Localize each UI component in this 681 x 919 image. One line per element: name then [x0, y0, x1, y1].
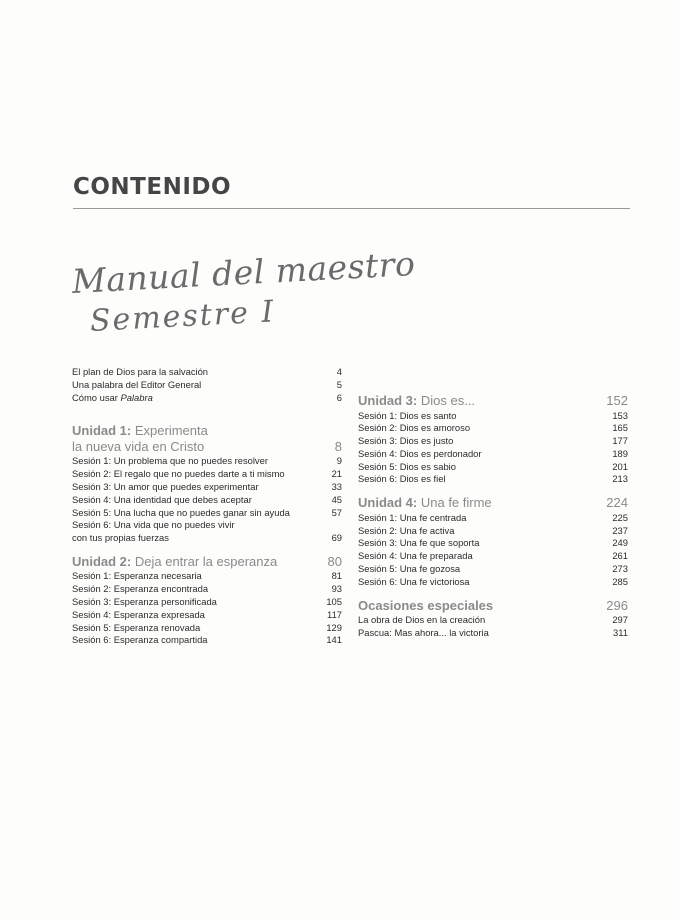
toc-entry-label: El plan de Dios para la salvación	[72, 366, 209, 377]
toc-entry-label: Sesión 4: Esperanza expresada	[72, 608, 205, 620]
toc-entry[interactable]	[72, 519, 342, 545]
toc-entry-page: 129	[326, 621, 342, 633]
unit-heading[interactable]	[358, 393, 628, 409]
unit-page: 80	[327, 553, 342, 569]
toc-entry-label: Sesión 4: Una identidad que debes aceptar	[72, 493, 252, 505]
toc-entry-label: Sesión 3: Una fe que soporta	[358, 537, 480, 549]
toc-entry[interactable]	[358, 410, 628, 423]
toc-entry-label: Sesión 2: Una fe activa	[358, 524, 455, 536]
unit-title: Dios es...	[420, 393, 476, 408]
toc-entry[interactable]	[72, 366, 342, 379]
toc-entry-label: Sesión 2: El regalo que no puedes darte a ti mismo	[72, 468, 285, 480]
toc-entry-label: Sesión 2: Dios es amoroso	[358, 422, 471, 434]
toc-entry-page: 4	[336, 366, 342, 377]
special-occasions-heading[interactable]	[358, 598, 628, 614]
toc-entry[interactable]	[358, 448, 628, 461]
toc-entry-page: 225	[612, 511, 628, 523]
toc-entry-page: 81	[331, 570, 342, 582]
toc-entry-label: Sesión 1: Esperanza necesaria	[72, 570, 202, 582]
toc-entry-label: Sesión 5: Esperanza renovada	[72, 621, 201, 633]
toc-entry-page: 6	[336, 391, 342, 403]
toc-entry-label: La obra de Dios en la creación	[358, 614, 486, 626]
toc-entry-page: 5	[336, 378, 342, 390]
toc-entry[interactable]	[72, 468, 342, 481]
toc-entry-page: 297	[612, 614, 628, 626]
toc-entry[interactable]	[72, 494, 342, 507]
toc-entry-label: Pascua: Mas ahora... la victoria	[358, 626, 489, 638]
script-title-line2: Semestre I	[89, 294, 277, 339]
toc-entry-page: 201	[612, 460, 628, 472]
toc-entry-label: Sesión 4: Una fe preparada	[358, 550, 473, 562]
toc-entry-page: 311	[613, 626, 628, 638]
toc-entry-page: 237	[612, 524, 628, 536]
unit-name: Unidad 4:	[358, 495, 418, 511]
unit-page: 296	[606, 597, 628, 613]
toc-entry[interactable]	[358, 614, 628, 627]
unit-page: 152	[606, 393, 628, 408]
unit-heading[interactable]	[358, 495, 628, 511]
toc-left-column	[72, 366, 342, 647]
toc-entry-label: Sesión 1: Dios es santo	[358, 409, 457, 421]
unit-name: Ocasiones especiales	[358, 597, 494, 613]
toc-entry-label: Una palabra del Editor General	[72, 378, 202, 390]
page-title: CONTENIDO	[73, 174, 232, 200]
toc-entry[interactable]	[72, 507, 342, 520]
unit-title-line1: Experimenta	[134, 423, 208, 439]
toc-entry-page: 285	[612, 575, 628, 587]
toc-entry-label: Sesión 5: Una lucha que no puedes ganar sin ayuda	[72, 506, 290, 518]
toc-entry[interactable]	[358, 512, 628, 525]
unit-page: 224	[606, 495, 628, 511]
toc-entry-page: 9	[336, 455, 342, 467]
toc-entry-page: 69	[331, 532, 342, 544]
toc-entry[interactable]	[72, 583, 342, 596]
toc-entry-page: 93	[331, 583, 342, 595]
toc-entry-label: Sesión 1: Una fe centrada	[358, 511, 467, 523]
toc-entry-page: 117	[327, 608, 342, 620]
toc-entry[interactable]	[358, 473, 628, 486]
toc-entry[interactable]	[358, 550, 628, 563]
toc-entry[interactable]	[358, 627, 628, 640]
title-divider	[73, 208, 630, 209]
unit-name: Unidad 1:	[72, 423, 132, 439]
toc-entry-label	[72, 392, 153, 405]
toc-entry[interactable]	[358, 576, 628, 589]
unit-heading[interactable]	[72, 423, 342, 454]
toc-entry-page: 33	[331, 480, 342, 492]
toc-entry-page: 141	[326, 634, 342, 646]
unit-title: Una fe firme	[420, 495, 492, 511]
toc-entry-page: 21	[331, 468, 342, 480]
toc-entry-label: Sesión 5: Una fe gozosa	[358, 562, 461, 574]
toc-right-column	[358, 393, 628, 640]
toc-entry-page: 261	[612, 550, 628, 562]
toc-entry-page: 189	[612, 447, 628, 459]
toc-entry[interactable]	[72, 609, 342, 622]
toc-entry-label: Sesión 1: Un problema que no puedes resolver	[72, 455, 268, 467]
toc-entry[interactable]	[72, 634, 342, 647]
toc-entry[interactable]	[358, 461, 628, 474]
toc-entry-label-plain: Cómo usar	[72, 391, 121, 403]
toc-entry-page: 165	[612, 422, 628, 434]
toc-entry-label: Sesión 3: Un amor que puedes experimentar	[72, 480, 259, 492]
toc-entry-label: Sesión 6: Una vida que no puedes vivir con tus propias fuerzas	[72, 519, 235, 544]
toc-entry[interactable]	[358, 435, 628, 448]
toc-entry[interactable]	[72, 622, 342, 635]
toc-entry-label: Sesión 3: Esperanza personificada	[72, 596, 217, 608]
toc-entry-page: 249	[612, 537, 628, 549]
toc-entry-label: Sesión 6: Una fe victoriosa	[358, 575, 470, 587]
toc-entry-page: 153	[612, 409, 628, 421]
toc-entry[interactable]	[358, 525, 628, 538]
toc-entry-page: 105	[326, 596, 342, 608]
toc-entry[interactable]	[358, 563, 628, 576]
toc-entry[interactable]	[72, 392, 342, 405]
toc-entry-label: Sesión 6: Dios es fiel	[358, 473, 446, 485]
toc-entry-page: 273	[612, 562, 628, 574]
toc-entry[interactable]	[358, 422, 628, 435]
script-title-line1: Manual del maestro	[70, 244, 417, 301]
toc-entry-label: Sesión 6: Esperanza compartida	[72, 634, 208, 646]
toc-entry-label: Sesión 2: Esperanza encontrada	[72, 583, 209, 595]
toc-entry[interactable]	[358, 537, 628, 550]
toc-entry-label: Sesión 4: Dios es perdonador	[358, 447, 482, 459]
unit-title: Deja entrar la esperanza	[134, 553, 278, 569]
toc-entry-page: 177	[612, 435, 628, 447]
unit-name: Unidad 2:	[72, 553, 132, 569]
unit-heading[interactable]	[72, 554, 342, 570]
toc-entry-page: 57	[331, 506, 342, 518]
toc-entry-label-italic: Palabra	[120, 391, 153, 403]
toc-entry-page: 213	[612, 473, 628, 485]
toc-entry[interactable]	[72, 455, 342, 468]
unit-page: 8	[334, 438, 342, 454]
toc-entry-label: Sesión 3: Dios es justo	[358, 435, 454, 447]
toc-entry[interactable]	[72, 379, 342, 392]
toc-entry-label: Sesión 5: Dios es sabio	[358, 460, 456, 472]
toc-entry-page: 45	[331, 493, 342, 505]
unit-title-line2: la nueva vida en Cristo	[72, 438, 205, 454]
toc-entry[interactable]	[72, 481, 342, 494]
toc-entry[interactable]	[72, 570, 342, 583]
toc-entry[interactable]	[72, 596, 342, 609]
unit-name: Unidad 3:	[358, 393, 418, 408]
